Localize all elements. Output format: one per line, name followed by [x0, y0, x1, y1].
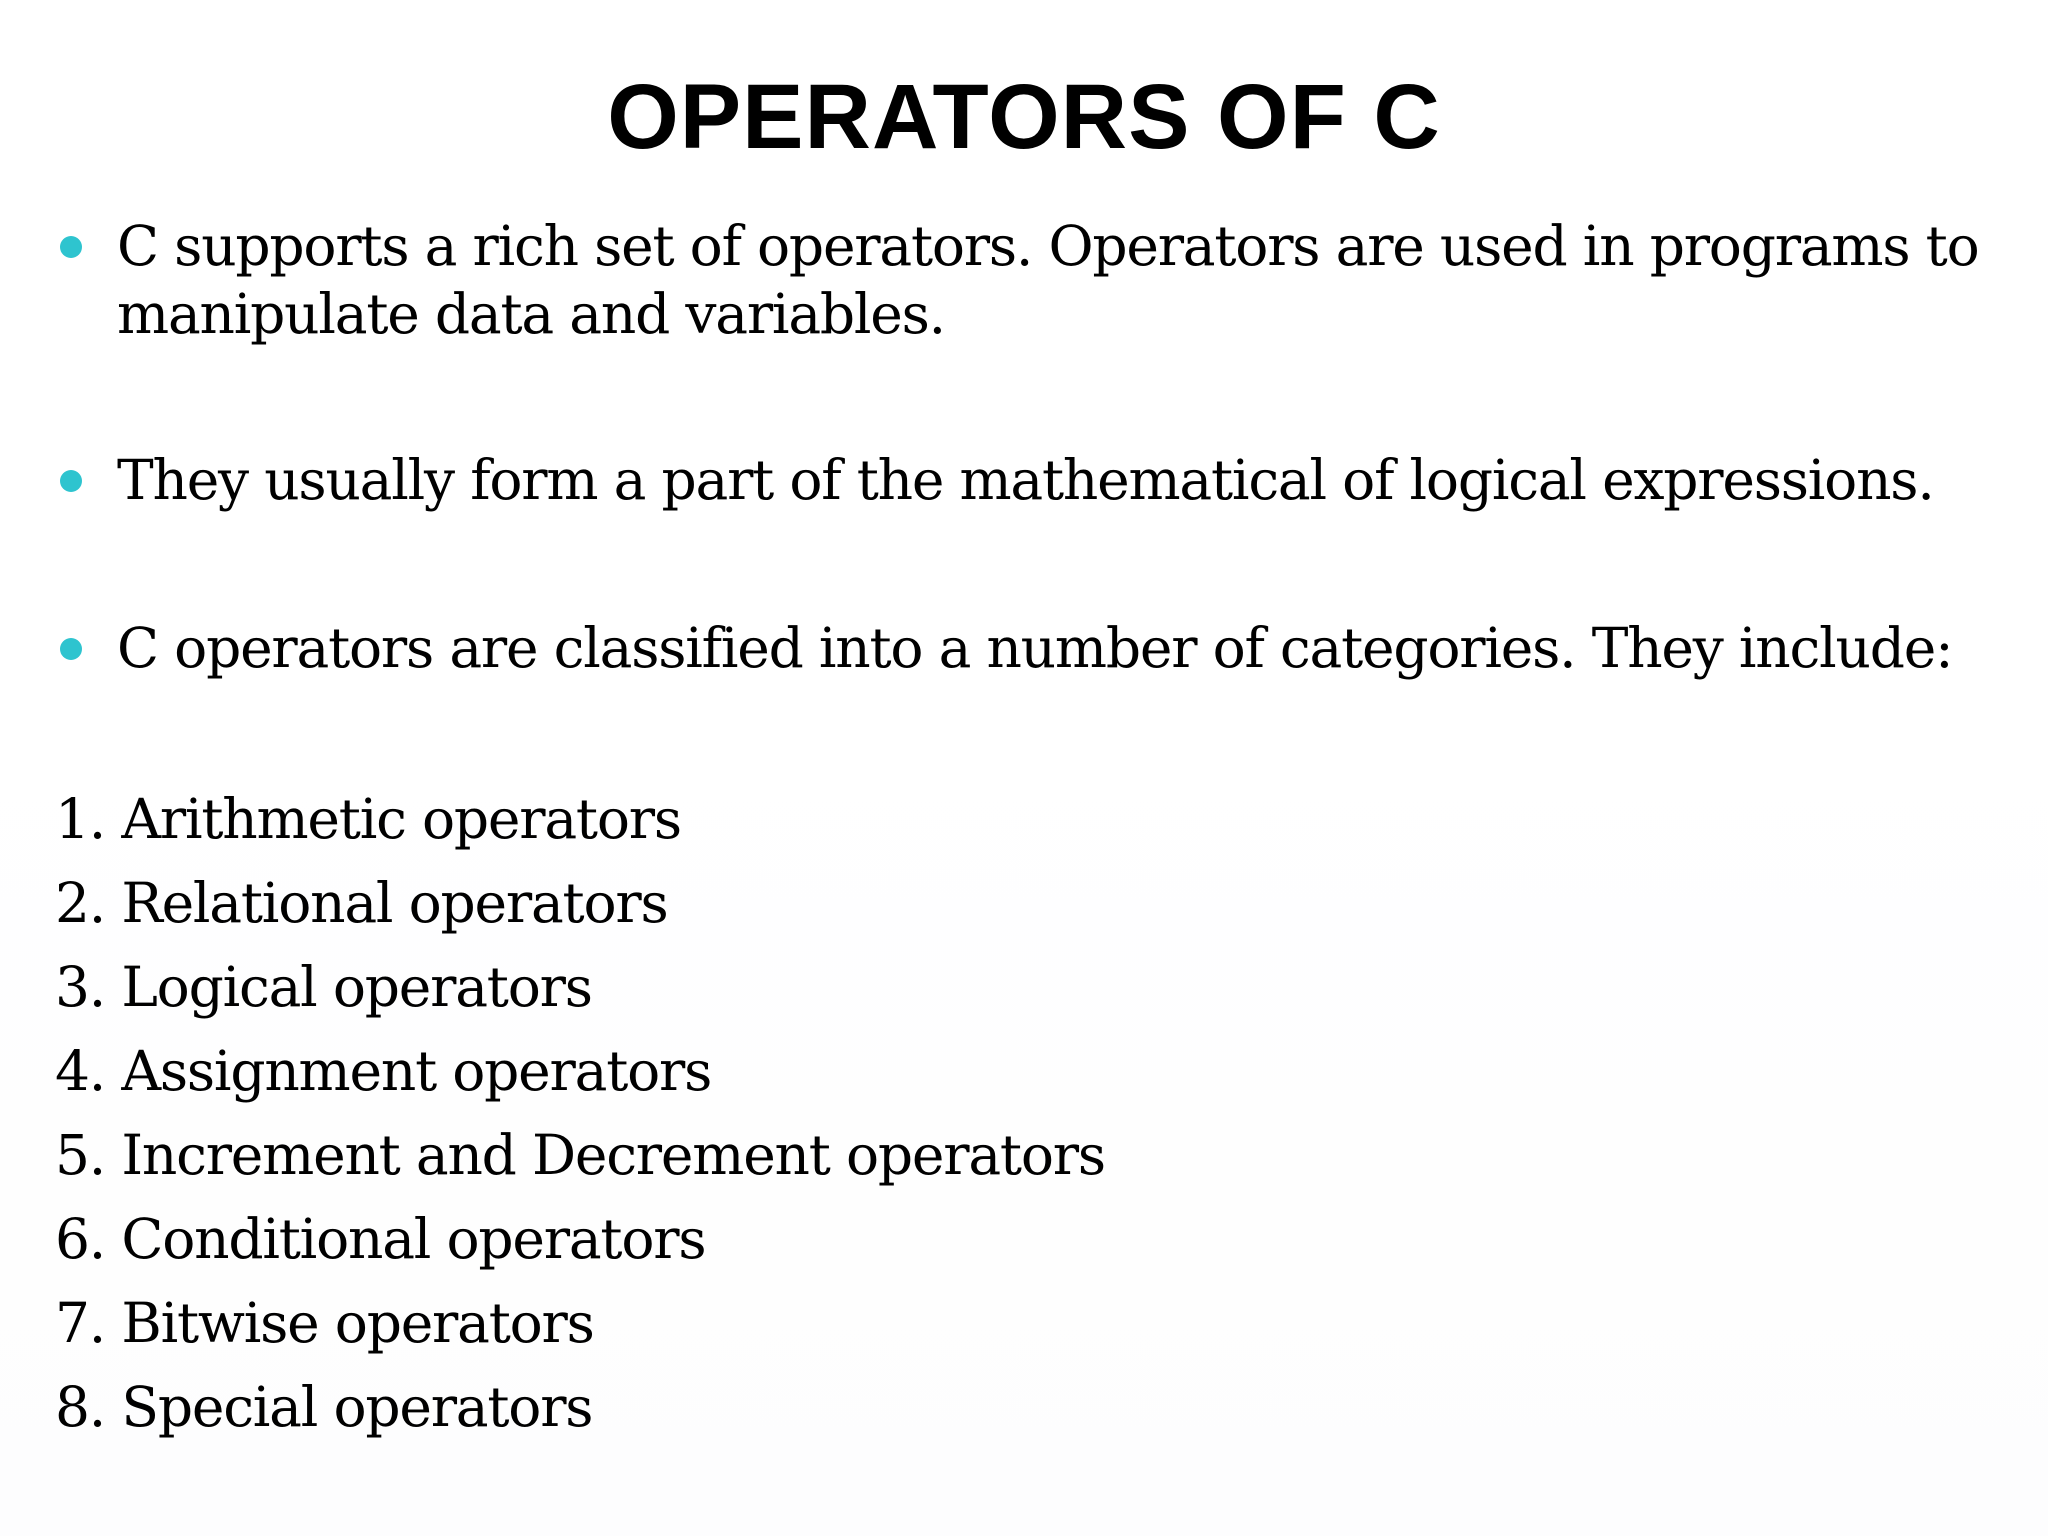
list-item: 8. Special operators [55, 1375, 593, 1439]
bullet-dot-icon [60, 470, 82, 492]
list-item: 5. Increment and Decrement operators [55, 1123, 1105, 1187]
bullet-dot-icon [60, 638, 82, 660]
bullet-text: C supports a rich set of operators. Operators are used in programs to manipulate data and variables. [117, 214, 1979, 346]
operator-category-list [55, 786, 1555, 1458]
list-item: 7. Bitwise operators [55, 1291, 594, 1355]
list-item: 6. Conditional operators [55, 1207, 706, 1271]
list-item: 2. Relational operators [55, 871, 668, 935]
bullet-text: C operators are classified into a number of categories. They include: [117, 616, 1953, 680]
bullet-text: They usually form a part of the mathematical of logical expressions. [117, 448, 1934, 512]
list-item: 4. Assignment operators [55, 1039, 712, 1103]
list-item: 1. Arithmetic operators [55, 787, 681, 851]
slide-title: OPERATORS OF C [607, 66, 1441, 168]
list-item: 3. Logical operators [55, 955, 592, 1019]
bullet-dot-icon [60, 236, 82, 258]
